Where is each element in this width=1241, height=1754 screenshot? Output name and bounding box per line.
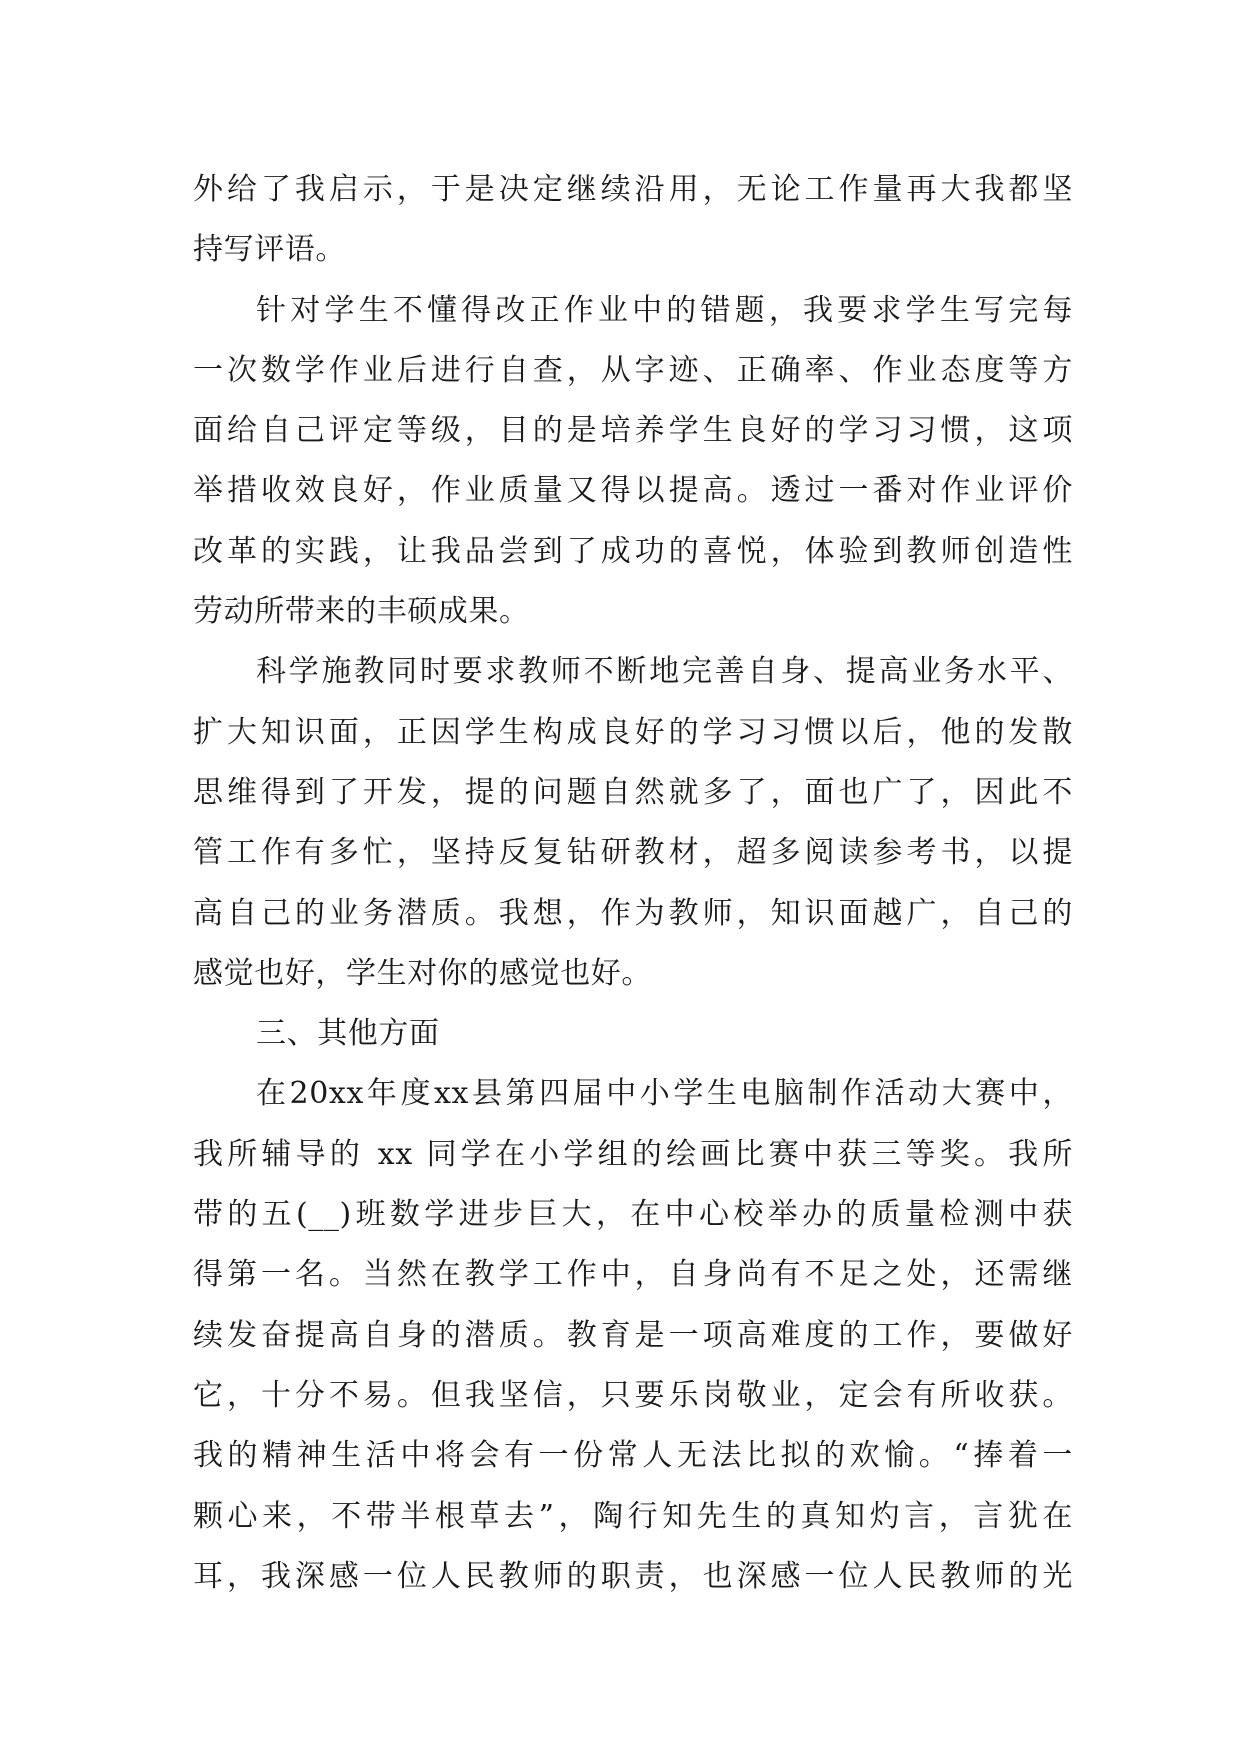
text-line: 感觉也好，学生对你的感觉也好。 xyxy=(193,955,652,991)
text-line: 一次数学作业后进行自查，从字迹、正确率、作业态度等方 xyxy=(193,352,1073,388)
text-line: 带的五(__)班数学进步巨大，在中心校举办的质量检测中获 xyxy=(193,1197,1073,1233)
section-heading: 三、其他方面 xyxy=(256,1016,440,1052)
text-line: 劳动所带来的丰硕成果。 xyxy=(193,594,530,630)
text-line: 面给自己评定等级，目的是培养学生良好的学习习惯，这项 xyxy=(193,413,1073,449)
text-line: 我的精神生活中将会有一份常人无法比拟的欢愉。“捧着一 xyxy=(193,1438,1073,1474)
text-line: 持写评语。 xyxy=(193,232,346,268)
text-line: 续发奋提高自身的潜质。教育是一项高难度的工作，要做好 xyxy=(193,1317,1073,1353)
text-line: 改革的实践，让我品尝到了成功的喜悦，体验到教师创造性 xyxy=(193,533,1073,569)
text-line: 耳，我深感一位人民教师的职责，也深感一位人民教师的光 xyxy=(193,1558,1073,1594)
text-line: 科学施教同时要求教师不断地完善自身、提高业务水平、 xyxy=(256,654,1073,690)
text-line: 它，十分不易。但我坚信，只要乐岗敬业，定会有所收获。 xyxy=(193,1377,1073,1413)
text-line: 举措收效良好，作业质量又得以提高。透过一番对作业评价 xyxy=(193,473,1073,509)
text-line: 我所辅导的 xx 同学在小学组的绘画比赛中获三等奖。我所 xyxy=(193,1136,1073,1172)
text-line: 在20xx年度xx县第四届中小学生电脑制作活动大赛中， xyxy=(256,1076,1073,1112)
text-line: 针对学生不懂得改正作业中的错题，我要求学生写完每 xyxy=(256,292,1073,328)
text-line: 颗心来，不带半根草去”，陶行知先生的真知灼言，言犹在 xyxy=(193,1498,1073,1534)
text-line: 外给了我启示，于是决定继续沿用，无论工作量再大我都坚 xyxy=(193,172,1073,207)
text-line: 高自己的业务潜质。我想，作为教师，知识面越广，自己的 xyxy=(193,895,1073,931)
text-line: 思维得到了开发，提的问题自然就多了，面也广了，因此不 xyxy=(193,774,1073,810)
body-text xyxy=(193,160,1073,1607)
text-line: 扩大知识面，正因学生构成良好的学习习惯以后，他的发散 xyxy=(193,714,1073,750)
text-line: 得第一名。当然在教学工作中，自身尚有不足之处，还需继 xyxy=(193,1257,1073,1293)
text-line: 管工作有多忙，坚持反复钻研教材，超多阅读参考书，以提 xyxy=(193,835,1073,871)
